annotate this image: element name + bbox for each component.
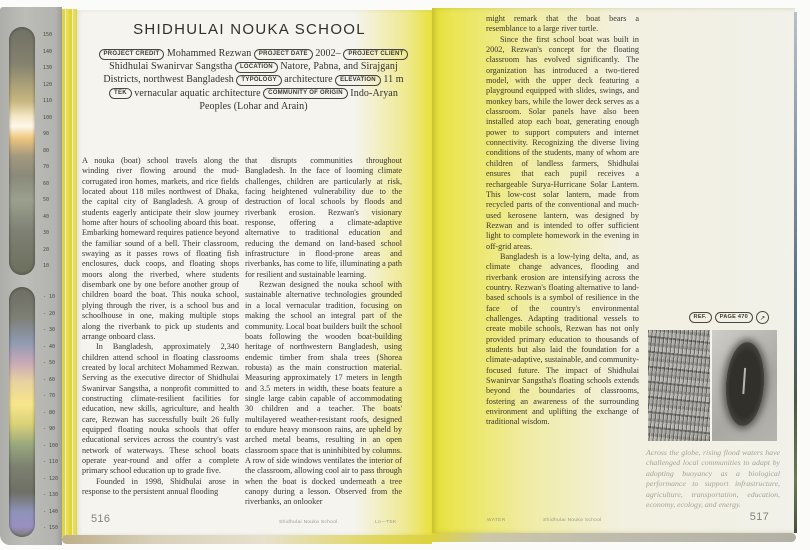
- meta-value: Shidhulai Swanirvar Sangstha: [109, 61, 233, 73]
- meta-tag-pill: PROJECT CREDIT: [99, 49, 165, 60]
- iridescent-ruler-bottom: [9, 287, 35, 537]
- meta-segment: [99, 48, 254, 59]
- meta-tag-pill: COMMUNITY OF ORIGIN: [263, 88, 348, 99]
- paragraph: Founded in 1998, Shidhulai arose in response to the persistent annual flooding: [82, 476, 239, 496]
- running-footer-book: Lo—TEK: [375, 520, 397, 525]
- paragraph: Rezwan designed the nouka school with sustainable alternative technologies grounded in a local vernacular tradition, focusing on making the school an integral part of the community. Local boat builders built the school boats following the wooden boat-building heritage of northwestern Bangladesh, using endemic timber from shala trees (Shorea robusta) as the main construction material. Measuring approximately 17 meters in length and 3.5 meters in width, these boats feature a single large cabin capable of accommodating 30 children and a teacher. The boats' multilayered weather-resistant roofs, designed to endure heavy monsoon rains, are upheld by arched metal beams, resulting in an open classroom space that is uninhibited by columns. A row of side windows ventilates the interior of the classroom, allowing cool air to pass through when the boat is docked underneath a tree canopy during a lesson. Observed from the riverbanks, an onlooker: [245, 280, 402, 507]
- meta-tag-pill: TYPOLOGY: [236, 75, 281, 86]
- ruler-tick: 90: [43, 131, 50, 137]
- ruler-tick: - 140: [43, 508, 59, 515]
- ruler-tick: - 110: [43, 459, 59, 465]
- paragraph: In Bangladesh, approximately 2,340 children attend school in floating classrooms created by local architect Mohammed Rezwan. Serving as the executive director of Shidhulai Swanirvar Sangstha, a nonprofit committed to constructing climate-resilient facilities for education, new skills, agriculture, and health care, Rezwan has successfully built 26 fully equipped floating nouka schools that offer educational services across the country's vast network of waterways. These school boats operate year-round and offer a complete primary school education up to grade five.: [82, 342, 239, 476]
- running-footer-article: Shidhulai Nouka School: [279, 520, 338, 525]
- photo-boat-rows: [648, 330, 710, 441]
- ruler-tick: - 60: [43, 376, 56, 383]
- paragraph: might remark that the boat bears a resemblance to a large river turtle.: [486, 14, 639, 34]
- page-block-bottom-edge-left: [62, 535, 432, 544]
- ruler-tick: 80: [43, 147, 50, 154]
- book-cover-spine: [0, 7, 62, 545]
- meta-tag-pill: PROJECT CLIENT: [343, 49, 408, 60]
- text-column-2: [245, 156, 402, 508]
- ruler-tick: 70: [43, 164, 50, 170]
- ruler-tick: 30: [43, 230, 50, 236]
- meta-value: architecture: [284, 74, 333, 86]
- ruler-tick: 60: [43, 180, 50, 187]
- photo-single-boat: [712, 330, 777, 441]
- running-footer-section: WATER: [487, 518, 506, 523]
- article-title: SHIDHULAI NOUKA SCHOOL: [133, 21, 366, 38]
- ruler-tick: - 130: [43, 492, 59, 498]
- ruler-tick: 120: [43, 81, 53, 88]
- ruler-tick: - 10: [43, 294, 56, 300]
- iridescent-ruler-top: [9, 27, 35, 275]
- meta-segment: [236, 74, 335, 85]
- meta-value: Natore, Pabna, and Sirajganj Districts, northwest Bangladesh: [103, 61, 398, 86]
- ruler-tick: - 150: [43, 525, 59, 531]
- ruler-tick: - 100: [43, 442, 59, 449]
- ruler-tick: - 120: [43, 475, 59, 482]
- meta-value: Mohammed Rezwan: [166, 48, 252, 59]
- paragraph: A nouka (boat) school travels along the winding river flowing around the mud-corrugated iron homes, markets, and rice fields located about 118 miles northwest of Dhaka, the capital city of Bangladesh. A group of students eagerly anticipate their slow journey home after hours of schooling aboard this boat. Embarking homeward requires patience beyond the familiar sound of a bell. Their classroom, swaying as it passes rows of floating fish enclosures, duck coops, and floating shops moors along the riverbed, where students disembark one by one before another group of children board the boat. This nouka school, plying through the river, is a school bus and schoolhouse in one, making multiple stops along the riverbank to pick up students and arrange onboard class.: [82, 156, 239, 341]
- meta-value: Indo-Aryan Peoples (Lohar and Arain): [199, 87, 398, 112]
- ruler-tick: 20: [43, 246, 50, 253]
- right-page: [432, 8, 795, 533]
- meta-value: vernacular aquatic architecture: [134, 87, 261, 99]
- project-meta-block: [95, 47, 412, 113]
- ruler-scale-negative: [43, 295, 61, 531]
- meta-segment: [109, 88, 263, 99]
- page-number: 516: [91, 513, 111, 525]
- page-number: 517: [749, 511, 769, 523]
- meta-value: 11 m: [383, 74, 404, 86]
- meta-value: 2002–: [315, 48, 341, 59]
- arrow-link-icon: ↗: [756, 311, 769, 324]
- left-page: [77, 10, 432, 535]
- ruler-tick: 130: [43, 65, 53, 71]
- text-column-3: [486, 14, 639, 428]
- text-column-1: [82, 156, 239, 497]
- ruler-scale-positive: [43, 33, 61, 269]
- ruler-tick: - 40: [43, 343, 56, 350]
- aerial-boats-photo: [648, 330, 777, 441]
- ruler-tick: 10: [43, 263, 50, 269]
- photo-caption: Across the globe, rising flood waters have challenged local communities to adapt by adopting buoyancy as a biological performance to support infrastructure, agriculture, transportation, education, economy, ecology, and energy.: [646, 448, 780, 510]
- left-page-footer: [77, 509, 432, 535]
- ruler-tick: 50: [43, 197, 50, 203]
- ruler-tick: - 80: [43, 409, 56, 416]
- meta-tag-pill: TEK: [109, 88, 132, 99]
- meta-tag-pill: PROJECT DATE: [254, 49, 313, 60]
- ruler-tick: 140: [43, 48, 53, 55]
- ruler-tick: - 70: [43, 393, 56, 399]
- ruler-tick: 40: [43, 213, 50, 220]
- ruler-tick: 100: [43, 114, 53, 121]
- ruler-tick: - 30: [43, 327, 56, 333]
- ruler-tick: - 90: [43, 426, 56, 432]
- ruler-tick: 110: [43, 98, 53, 104]
- paragraph: that disrupts communities throughout Bangladesh. In the face of looming climate challenges, children are particularly at risk, facing heightened vulnerability due to the destruction of local schools by floods and riverbank erosion. Rezwan's visionary response, offering a climate-adaptive alternative to traditional education and reducing the demand on land-based school infrastructure in flood-prone areas and riverbanks, has come to life, illuminating a path for resilient and sustainable learning.: [245, 156, 402, 279]
- ruler-tick: - 50: [43, 360, 56, 366]
- page-ref-pill: PAGE 470: [715, 312, 753, 323]
- meta-tag-pill: LOCATION: [235, 62, 278, 73]
- paragraph: Bangladesh is a low-lying delta, and, as climate change advances, flooding and riverbank erosion are intensifying across the country. Rezwan's floating alternative to land-based schools is a symbol of resilience in the face of the country's environmental challenges. Adapting traditional vessels to create mobile schools, Rezwan has not only provided primary education to thousands of students but also laid the foundation for a climate-adaptive, sustainable, and community-focused future. The impact of Shidhulai Swanirvar Sangstha's floating schools extends beyond the boundaries of classrooms, fostering an awareness of the surrounding environment and uplifting the exchange of traditional wisdom.: [486, 251, 640, 427]
- meta-segment: [335, 74, 404, 85]
- ruler-tick: 150: [43, 32, 53, 38]
- yellow-page-edges: [62, 9, 77, 537]
- paragraph: Since the first school boat was built in 2002, Rezwan's concept for the floating classroom has evolved significantly. The organization has introduced a two-tiered model, with the upper deck featuring a playground equipped with slides, swings, and monkey bars, while the lower deck serves as a classroom. Solar panels have also been installed atop each boat, generating enough power to support computers and internet connectivity. Recognizing the diverse living conditions of the students, many of whom are children of landless farmers, Shidhulai ensures that each pupil receives a rechargeable Surya-Hurricane Solar Lantern. This low-cost solar lantern, made from recycled parts of the conventional and much-used kerosene lantern, was designed by Rezwan and is intended to offer sufficient light to complete homework in the evening in off-grid areas.: [486, 34, 639, 251]
- meta-tag-pill: ELEVATION: [335, 75, 381, 86]
- ref-pill: REF.: [689, 312, 712, 323]
- right-page-footer: [432, 507, 795, 533]
- meta-segment: [254, 48, 343, 59]
- boat-shape: [723, 341, 767, 427]
- ruler-tick: - 20: [43, 310, 56, 317]
- page-block-right-edge: [794, 12, 797, 533]
- cross-reference: [689, 311, 769, 324]
- running-footer-article: Shidhulai Nouka School: [543, 518, 602, 523]
- page-block-bottom-edge-right: [432, 533, 796, 542]
